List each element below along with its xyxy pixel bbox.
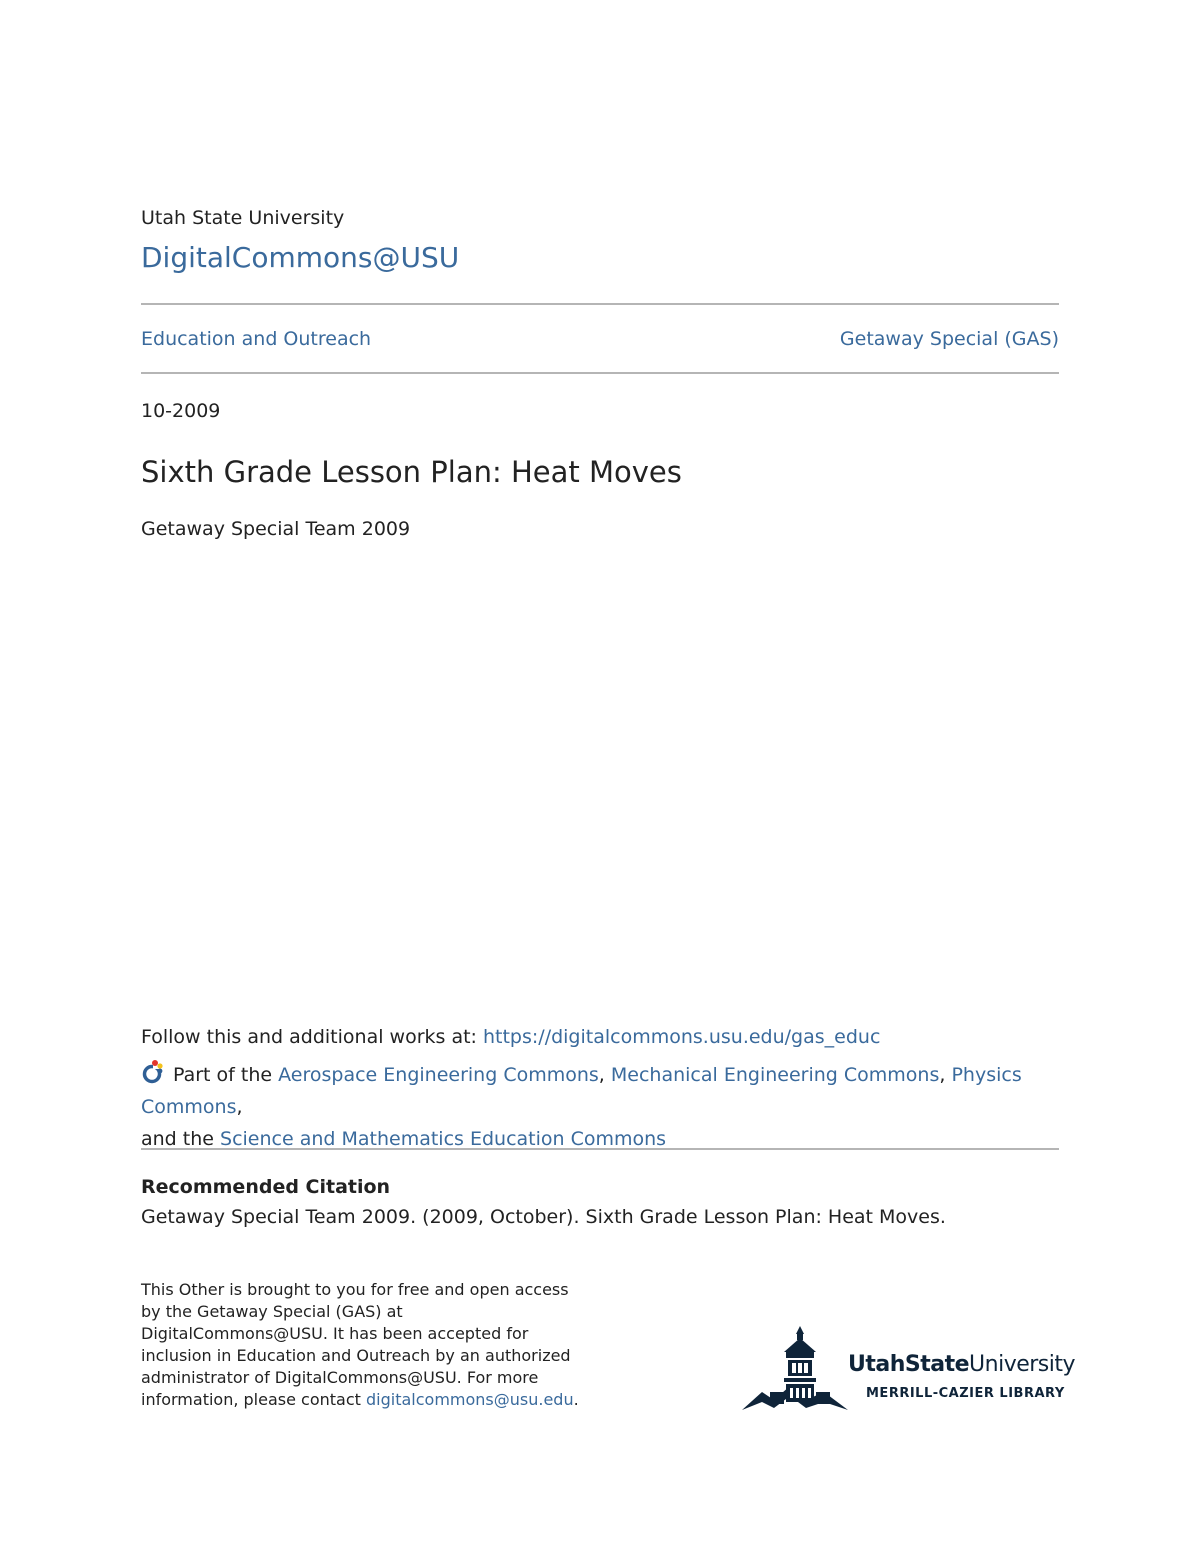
author-name: Getaway Special Team 2009 — [141, 518, 411, 540]
logo-university-name — [848, 1352, 1075, 1377]
citation-heading: Recommended Citation — [141, 1176, 391, 1198]
commons-link-mechanical[interactable]: Mechanical Engineering Commons — [610, 1064, 940, 1086]
divider — [141, 372, 1059, 374]
and-the-label: and the — [141, 1128, 221, 1150]
part-of-commons — [141, 1059, 1061, 1155]
network-icon — [141, 1059, 169, 1085]
commons-link-physics[interactable]: Physics Commons — [141, 1064, 1022, 1118]
part-of-label: Part of the — [173, 1064, 279, 1086]
separator: , — [598, 1064, 611, 1086]
collection-link-getaway-special[interactable]: Getaway Special (GAS) — [839, 328, 1059, 350]
citation-text: Getaway Special Team 2009. (2009, October). Sixth Grade Lesson Plan: Heat Moves. — [141, 1206, 946, 1228]
follow-line — [141, 1026, 880, 1048]
contact-email-link[interactable]: digitalcommons@usu.edu — [366, 1390, 574, 1409]
institution-name: Utah State University — [141, 207, 345, 229]
follow-url-link[interactable]: https://digitalcommons.usu.edu/gas_educ — [482, 1026, 881, 1048]
divider — [141, 1148, 1059, 1150]
notice-text: This Other is brought to you for free and open access by the Getaway Special (GAS) at DigitalCommons@USU. It has been accepted for inclusion in Education and Outreach by an authorized administrator of DigitalCommons@USU. For more information, please contact — [141, 1280, 571, 1409]
commons-link-science-math-education[interactable]: Science and Mathematics Education Commons — [220, 1128, 667, 1150]
separator: , — [236, 1096, 243, 1118]
document-title: Sixth Grade Lesson Plan: Heat Moves — [141, 455, 682, 489]
usu-library-logo — [740, 1322, 1076, 1414]
old-main-tower-icon — [740, 1322, 850, 1414]
logo-name-bold: UtahState — [848, 1352, 970, 1377]
access-notice — [141, 1279, 591, 1411]
separator: , — [939, 1064, 952, 1086]
notice-end: . — [573, 1390, 579, 1409]
logo-name-light: University — [969, 1352, 1076, 1377]
publication-date: 10-2009 — [141, 400, 221, 422]
site-name-link[interactable]: DigitalCommons@USU — [141, 241, 460, 274]
logo-library-name: MERRILL-CAZIER LIBRARY — [866, 1386, 1065, 1401]
commons-link-aerospace[interactable]: Aerospace Engineering Commons — [278, 1064, 599, 1086]
follow-label: Follow this and additional works at: — [141, 1026, 483, 1048]
collection-link-education-outreach[interactable]: Education and Outreach — [141, 328, 372, 350]
divider — [141, 303, 1059, 305]
